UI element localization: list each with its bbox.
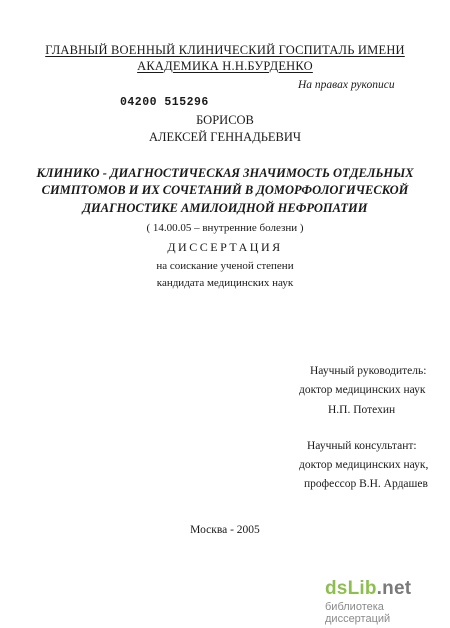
specialty-code: ( 14.00.05 – внутренние болезни ): [146, 222, 304, 234]
dslib-logo-name: dsLib: [325, 578, 377, 599]
city-year: Москва - 2005: [190, 524, 260, 536]
dslib-subtitle: библиотека диссертаций: [325, 601, 391, 625]
supervisor-name: Н.П. Потехин: [328, 404, 396, 416]
thesis-title-line-1: КЛИНИКО - ДИАГНОСТИЧЕСКАЯ ЗНАЧИМОСТЬ ОТДЕЛЬНЫХ: [36, 166, 414, 180]
dslib-logo: [325, 578, 445, 600]
consultant-degree: доктор медицинских наук,: [299, 459, 429, 471]
degree-line-2: кандидата медицинских наук: [156, 277, 294, 289]
supervisor-role: Научный руководитель:: [310, 365, 427, 377]
consultant-title-name: профессор В.Н. Ардашев: [304, 478, 428, 490]
thesis-title-line-2: СИМПТОМОВ И ИХ СОЧЕТАНИЙ В ДОМОРФОЛОГИЧЕСКОЙ: [41, 183, 409, 197]
dslib-watermark: [325, 578, 445, 625]
author-surname: БОРИСОВ: [196, 113, 254, 127]
dslib-logo-domain: .net: [376, 578, 412, 599]
organization-line-2: АКАДЕМИКА Н.Н.БУРДЕНКО: [137, 59, 313, 73]
archive-stamp-number: 04200 515296: [120, 96, 209, 109]
organization-line-1: ГЛАВНЫЙ ВОЕННЫЙ КЛИНИЧЕСКИЙ ГОСПИТАЛЬ ИМЕНИ: [45, 43, 405, 57]
author-given-names: АЛЕКСЕЙ ГЕННАДЬЕВИЧ: [148, 130, 302, 144]
consultant-role: Научный консультант:: [307, 440, 417, 452]
document-type: ДИССЕРТАЦИЯ: [167, 240, 283, 254]
thesis-title-line-3: ДИАГНОСТИКЕ АМИЛОИДНОЙ НЕФРОПАТИИ: [82, 201, 368, 215]
manuscript-note: На правах рукописи: [298, 79, 395, 91]
degree-line-1: на соискание ученой степени: [156, 260, 294, 272]
supervisor-degree: доктор медицинских наук: [299, 384, 426, 396]
